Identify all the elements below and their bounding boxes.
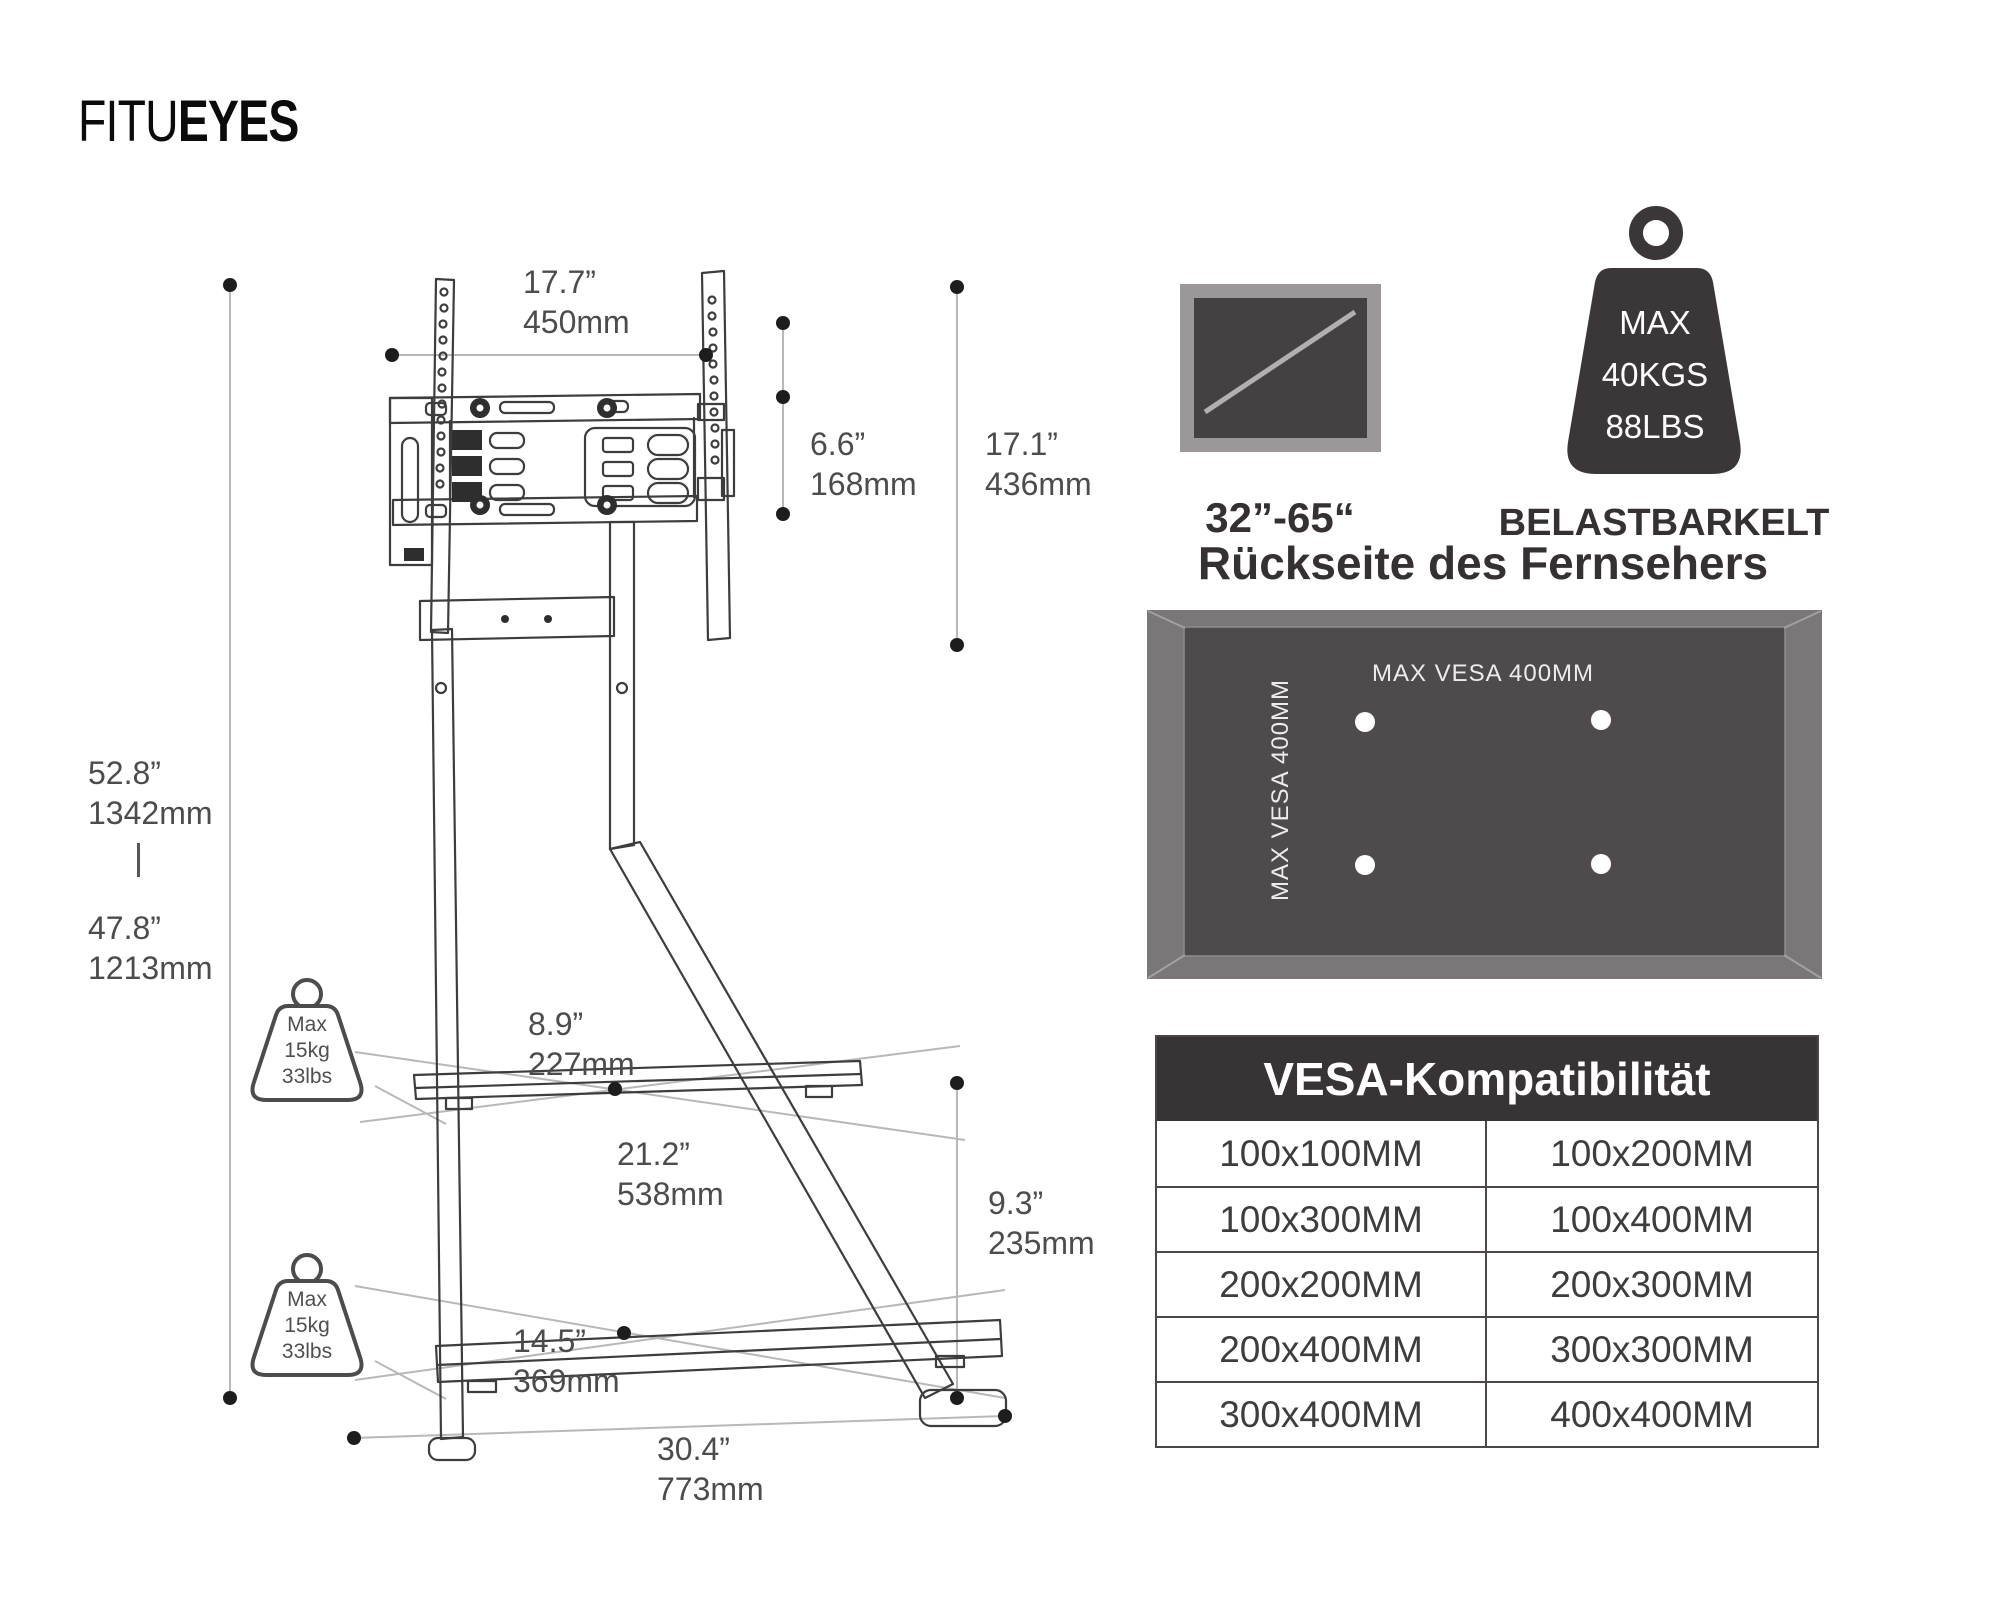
dim-bracket-height: 17.1” 436mm bbox=[985, 426, 1092, 502]
brand-logo bbox=[78, 88, 298, 155]
max-load-text: MAX 40KGS 88LBS bbox=[1601, 304, 1709, 445]
dim-base-width: 30.4” 773mm bbox=[657, 1431, 764, 1507]
tv-screen-icon bbox=[1180, 284, 1381, 452]
dim-shelf-depth: 8.9” 227mm bbox=[528, 1006, 635, 1082]
brand-logo-bold: EYES bbox=[177, 89, 299, 154]
vesa-cell: 100x300MM bbox=[1157, 1186, 1487, 1251]
vesa-cell: 100x200MM bbox=[1550, 1132, 1754, 1174]
height-range-separator bbox=[137, 843, 140, 877]
vesa-cell: 200x400MM bbox=[1157, 1316, 1487, 1381]
vesa-cell: 200x200MM bbox=[1157, 1251, 1487, 1316]
shelf-load-badge-top: Max 15kg 33lbs bbox=[281, 1013, 333, 1088]
brand-logo-light: FITU bbox=[78, 89, 178, 154]
dim-shelf-width: 21.2” 538mm bbox=[617, 1136, 724, 1212]
bracket-dark-details bbox=[404, 398, 617, 623]
vesa-max-horizontal-label: MAX VESA 400MM bbox=[1371, 660, 1595, 687]
vesa-table-title: VESA-Kompatibilität bbox=[1157, 1037, 1817, 1121]
dim-bracket-width: 17.7” 450mm bbox=[523, 264, 630, 340]
screen-size-label: 32”-65“ bbox=[1205, 494, 1355, 541]
dim-height-min: 47.8” 1213mm bbox=[88, 910, 213, 986]
max-load-caption: BELASTBARKELT bbox=[1498, 502, 1830, 544]
vesa-cell: 100x100MM bbox=[1157, 1121, 1487, 1186]
vesa-cell: 300x300MM bbox=[1487, 1316, 1817, 1381]
vesa-cell: 100x400MM bbox=[1487, 1186, 1817, 1251]
vesa-cell: 300x400MM bbox=[1157, 1381, 1487, 1446]
dim-bottom-clearance: 9.3” 235mm bbox=[988, 1185, 1095, 1261]
dim-height-max: 52.8” 1342mm bbox=[88, 755, 213, 831]
vesa-cell: 400x400MM bbox=[1487, 1381, 1817, 1446]
tv-back-heading: Rückseite des Fernsehers bbox=[1197, 537, 1769, 589]
vesa-cell: 200x300MM bbox=[1487, 1251, 1817, 1316]
dim-base-depth: 14.5” 369mm bbox=[513, 1323, 620, 1399]
shelf-load-badge-bottom: Max 15kg 33lbs bbox=[281, 1288, 333, 1363]
vesa-max-vertical-label: MAX VESA 400MM bbox=[1267, 678, 1294, 902]
vesa-compatibility-table bbox=[1155, 1035, 1819, 1448]
vesa-table-body bbox=[1157, 1121, 1817, 1446]
dim-bracket-offset: 6.6” 168mm bbox=[810, 426, 917, 502]
